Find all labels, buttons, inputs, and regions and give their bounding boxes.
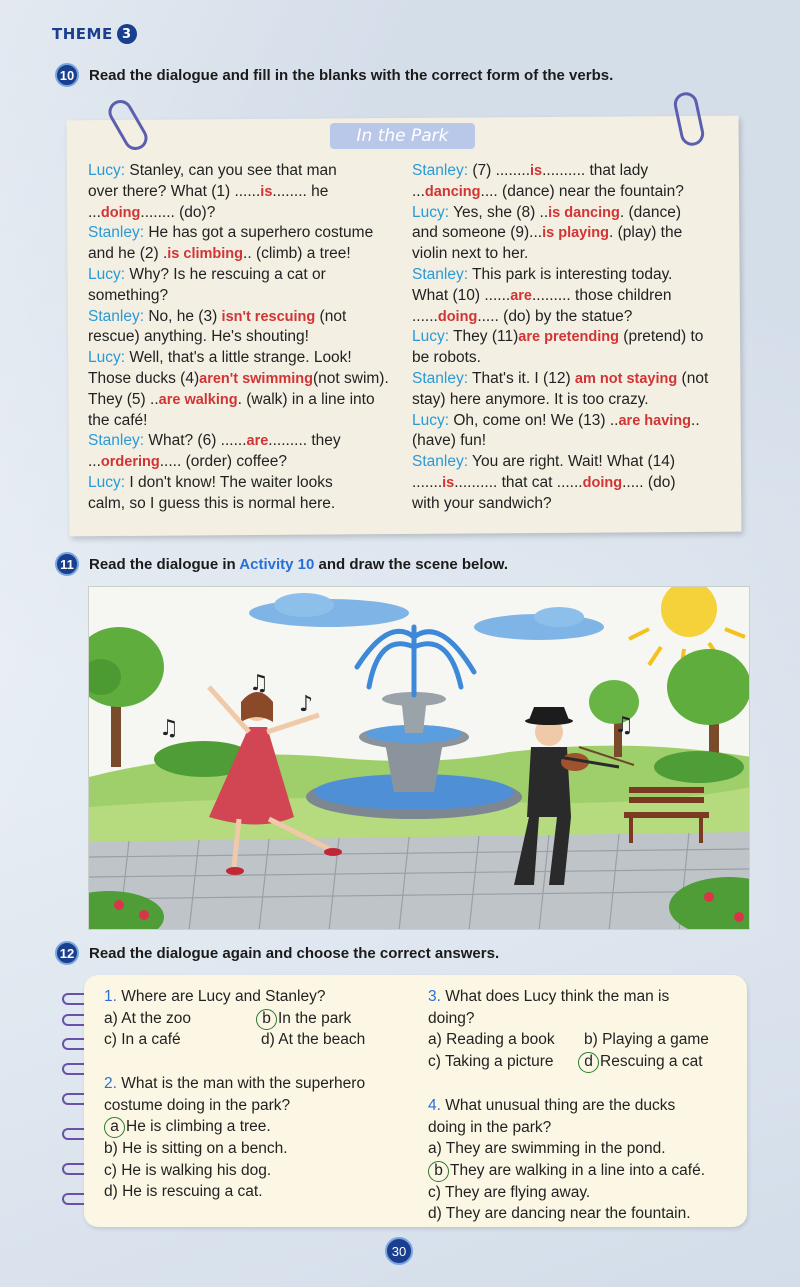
- option-c[interactable]: c) He is walking his dog.: [104, 1161, 272, 1179]
- dialogue-line: [412, 494, 742, 515]
- dialogue-line: [412, 286, 742, 307]
- dialogue-text: . (walk) in a line into: [237, 390, 375, 408]
- selected-circle: a: [104, 1117, 125, 1138]
- answer-text: dancing: [424, 183, 481, 200]
- dialogue-text: I don't know! The waiter looks: [125, 473, 333, 491]
- question-text: doing?: [428, 1009, 475, 1027]
- question-text: What unusual thing are the ducks: [440, 1097, 676, 1114]
- dialogue-text: You are right. Wait! What (14): [468, 453, 676, 471]
- dialogue-text: ...: [412, 182, 425, 200]
- speaker-name: Stanley:: [412, 265, 469, 283]
- dialogue-text: ......... those children: [531, 286, 672, 304]
- svg-text:♫: ♫: [249, 671, 269, 696]
- dialogue-text: ......: [412, 307, 438, 325]
- dialogue-title: In the Park: [330, 123, 475, 149]
- dialogue-right-column: [412, 161, 742, 515]
- question-text: What does Lucy think the man is: [440, 988, 670, 1005]
- dialogue-text: . (play) the: [609, 224, 683, 242]
- speaker-name: Stanley:: [88, 224, 145, 242]
- dialogue-line: [412, 390, 742, 411]
- activity-10-number: 10: [55, 63, 79, 87]
- option-text: Rescuing a cat: [600, 1052, 703, 1070]
- answer-text: are walking: [158, 391, 238, 408]
- answer-text: is dancing: [548, 204, 620, 221]
- speaker-name: Stanley:: [88, 432, 145, 450]
- answer-text: is climbing: [167, 246, 244, 263]
- option-text: In the park: [278, 1009, 352, 1027]
- dialogue-line: [412, 431, 742, 452]
- dialogue-line: [88, 452, 404, 473]
- question-2: [104, 1073, 424, 1203]
- theme-number: 3: [117, 24, 137, 44]
- option-b-selected[interactable]: [256, 1008, 351, 1030]
- dialogue-text: and he (2) .: [88, 245, 168, 263]
- dialogue-text: (not: [315, 307, 347, 325]
- option-a[interactable]: a) Reading a book: [428, 1031, 555, 1049]
- option-b[interactable]: b) Playing a game: [584, 1031, 709, 1049]
- binder-ring-icon: [62, 1038, 84, 1050]
- answer-text: is: [442, 474, 455, 491]
- activity-11-instruction: [89, 556, 508, 573]
- answer-text: doing: [582, 474, 623, 491]
- option-a[interactable]: a) At the zoo: [104, 1009, 192, 1027]
- dialogue-line: [88, 286, 404, 307]
- dialogue-line: [412, 223, 742, 244]
- question-number: 2.: [104, 1075, 117, 1092]
- binder-ring-icon: [62, 1193, 84, 1205]
- dialogue-text: ...: [88, 203, 101, 221]
- binder-ring-icon: [62, 1063, 84, 1075]
- speaker-name: Lucy:: [412, 328, 450, 346]
- dialogue-text: They (11): [449, 328, 519, 346]
- option-c[interactable]: c) Taking a picture: [428, 1052, 554, 1070]
- dialogue-text: with your sandwich?: [412, 494, 552, 512]
- dialogue-line: [412, 182, 742, 203]
- question-3: [428, 986, 738, 1072]
- theme-header: [52, 24, 137, 44]
- option-d[interactable]: d) They are dancing near the fountain.: [428, 1205, 691, 1223]
- answer-text: ordering: [100, 454, 160, 471]
- dialogue-line: [88, 348, 404, 369]
- dialogue-line: [88, 369, 404, 390]
- dialogue-text: (7) ........: [468, 162, 531, 179]
- speaker-name: Lucy:: [88, 162, 126, 179]
- dialogue-text: .. (climb) a tree!: [243, 245, 351, 263]
- selected-circle: b: [428, 1161, 449, 1182]
- speaker-name: Lucy:: [88, 473, 126, 491]
- question-4: [428, 1095, 743, 1225]
- dialogue-text: ........ (do)?: [140, 203, 216, 221]
- activity-11-heading: [55, 552, 508, 576]
- speaker-name: Stanley:: [412, 453, 469, 471]
- svg-text:♫: ♫: [159, 716, 179, 741]
- question-number: 4.: [428, 1097, 441, 1114]
- dialogue-line: [88, 307, 404, 328]
- dialogue-text: No, he (3): [144, 307, 222, 325]
- dialogue-line: [412, 265, 742, 286]
- svg-text:♫: ♫: [614, 713, 634, 738]
- activity-10-heading: [55, 63, 613, 87]
- dialogue-text: (not: [677, 369, 709, 387]
- dialogue-text: He has got a superhero costume: [144, 224, 374, 242]
- option-d-selected[interactable]: [578, 1051, 703, 1073]
- dialogue-text: and someone (9)...: [412, 224, 543, 242]
- dialogue-text: .......: [412, 473, 443, 491]
- park-scene-illustration: [89, 587, 750, 930]
- option-c[interactable]: c) In a café: [104, 1031, 181, 1049]
- dialogue-left-column: [88, 161, 404, 515]
- selected-circle: d: [578, 1052, 599, 1073]
- option-a[interactable]: a) They are swimming in the pond.: [428, 1140, 666, 1158]
- speaker-name: Lucy:: [88, 265, 126, 283]
- option-text: He is climbing a tree.: [126, 1118, 271, 1136]
- option-b-selected[interactable]: [428, 1160, 743, 1182]
- dialogue-text: .......... that lady: [542, 162, 649, 179]
- dialogue-text: ...: [88, 453, 101, 471]
- dialogue-text: (pretend) to: [619, 328, 704, 346]
- question-number: 1.: [104, 988, 117, 1005]
- binder-ring-icon: [62, 1014, 84, 1026]
- answer-text: is: [530, 163, 543, 179]
- dialogue-line: [88, 494, 404, 515]
- question-number: 3.: [428, 988, 441, 1005]
- question-1: [104, 986, 424, 1051]
- dialogue-text: (not swim).: [312, 369, 389, 387]
- dialogue-text: stay) here anymore. It is too crazy.: [412, 390, 649, 408]
- dialogue-line: [412, 452, 742, 473]
- dialogue-line: [88, 244, 404, 265]
- svg-text:♪: ♪: [299, 692, 314, 717]
- dialogue-text: What (10) ......: [412, 286, 511, 304]
- dialogue-text: Well, that's a little strange. Look!: [125, 349, 352, 367]
- answer-text: are pretending: [518, 329, 619, 346]
- answer-text: are: [246, 433, 269, 450]
- dialogue-text: . (dance): [619, 203, 682, 221]
- speaker-name: Stanley:: [88, 307, 145, 325]
- answer-text: doing: [100, 204, 141, 221]
- dialogue-text: violin next to her.: [412, 245, 529, 263]
- dialogue-text: Yes, she (8) ..: [449, 203, 549, 221]
- dialogue-text: ..: [691, 411, 700, 429]
- answer-text: am not staying: [574, 370, 678, 387]
- activity-12-heading: [55, 941, 499, 965]
- option-b[interactable]: b) He is sitting on a bench.: [104, 1140, 288, 1158]
- answer-text: doing: [437, 308, 478, 325]
- speaker-name: Stanley:: [412, 162, 469, 179]
- dialogue-text: over there? What (1) ......: [88, 182, 261, 200]
- dialogue-text: They (5) ..: [88, 390, 159, 408]
- answer-text: is playing: [542, 225, 609, 242]
- option-d[interactable]: d) At the beach: [261, 1031, 366, 1049]
- dialogue-line: [88, 411, 404, 432]
- dialogue-text: ..... (order) coffee?: [159, 453, 287, 471]
- dialogue-text: .......... that cat ......: [454, 473, 583, 491]
- dialogue-text: ........ he: [272, 182, 329, 200]
- dialogue-line: [88, 327, 404, 348]
- dialogue-text: ..... (do) by the statue?: [477, 307, 633, 325]
- speaker-name: Lucy:: [412, 203, 450, 221]
- dialogue-line: [412, 473, 742, 494]
- dialogue-text: That's it. I (12): [468, 369, 575, 387]
- selected-circle: b: [256, 1009, 277, 1030]
- dialogue-line: [412, 348, 742, 369]
- dialogue-text: Oh, come on! We (13) ..: [449, 411, 619, 429]
- option-c[interactable]: c) They are flying away.: [428, 1183, 591, 1201]
- theme-label: THEME: [52, 25, 113, 43]
- dialogue-text: Stanley, can you see that man: [125, 162, 337, 179]
- dialogue-text: Those ducks (4): [88, 369, 200, 387]
- binder-ring-icon: [62, 1128, 84, 1140]
- dialogue-text: calm, so I guess this is normal here.: [88, 494, 336, 512]
- answer-text: are having: [618, 412, 692, 429]
- binder-ring-icon: [62, 1093, 84, 1105]
- answer-text: isn't rescuing: [221, 308, 316, 325]
- dialogue-line: [88, 203, 404, 224]
- dialogue-line: [412, 369, 742, 390]
- option-text: They are walking in a line into a café.: [450, 1161, 706, 1179]
- dialogue-text: rescue) anything. He's shouting!: [88, 328, 309, 346]
- dialogue-text: the café!: [88, 411, 148, 429]
- activity-10-instruction: Read the dialogue and fill in the blanks with the correct form of the verbs.: [89, 66, 614, 84]
- dialogue-line: [88, 182, 404, 203]
- dialogue-line: [88, 223, 404, 244]
- dialogue-text: something?: [88, 286, 169, 304]
- binder-ring-icon: [62, 1163, 84, 1175]
- dialogue-line: [412, 203, 742, 224]
- option-a-selected[interactable]: [104, 1116, 424, 1138]
- speaker-name: Stanley:: [412, 369, 469, 387]
- dialogue-line: [88, 390, 404, 411]
- speaker-name: Lucy:: [412, 411, 450, 429]
- park-scene-drawing: [88, 586, 750, 930]
- dialogue-line: [412, 244, 742, 265]
- dialogue-line: [88, 473, 404, 494]
- dialogue-line: [88, 265, 404, 286]
- dialogue-text: ......... they: [268, 432, 341, 450]
- dialogue-line: [88, 161, 404, 182]
- dialogue-text: .... (dance) near the fountain?: [480, 182, 684, 200]
- activity-10-reference: Activity 10: [239, 555, 315, 573]
- answer-text: is: [260, 183, 273, 200]
- activity-12-instruction: Read the dialogue again and choose the correct answers.: [89, 944, 500, 962]
- page-number: 30: [385, 1237, 413, 1265]
- dialogue-text: This park is interesting today.: [468, 265, 673, 283]
- activity-12-number: 12: [55, 941, 79, 965]
- dialogue-line: [412, 161, 742, 182]
- dialogue-text: What? (6) ......: [144, 432, 247, 450]
- question-text: Where are Lucy and Stanley?: [116, 988, 326, 1005]
- instruction-text: and draw the scene below.: [314, 555, 509, 573]
- answer-text: are: [510, 287, 532, 304]
- binder-ring-icon: [62, 993, 84, 1005]
- answer-text: aren't swimming: [199, 370, 313, 387]
- activity-11-number: 11: [55, 552, 79, 576]
- dialogue-text: be robots.: [412, 349, 481, 367]
- dialogue-text: ..... (do): [622, 473, 676, 491]
- dialogue-line: [412, 307, 742, 328]
- question-text: costume doing in the park?: [104, 1096, 291, 1114]
- question-text: What is the man with the superhero: [116, 1075, 366, 1092]
- option-d[interactable]: d) He is rescuing a cat.: [104, 1183, 263, 1201]
- speaker-name: Lucy:: [88, 349, 126, 367]
- question-text: doing in the park?: [428, 1118, 552, 1136]
- dialogue-text: Why? Is he rescuing a cat or: [125, 265, 326, 283]
- dialogue-line: [412, 411, 742, 432]
- dialogue-line: [88, 431, 404, 452]
- dialogue-text: (have) fun!: [412, 432, 487, 450]
- dialogue-line: [412, 327, 742, 348]
- instruction-text: Read the dialogue in: [89, 555, 240, 573]
